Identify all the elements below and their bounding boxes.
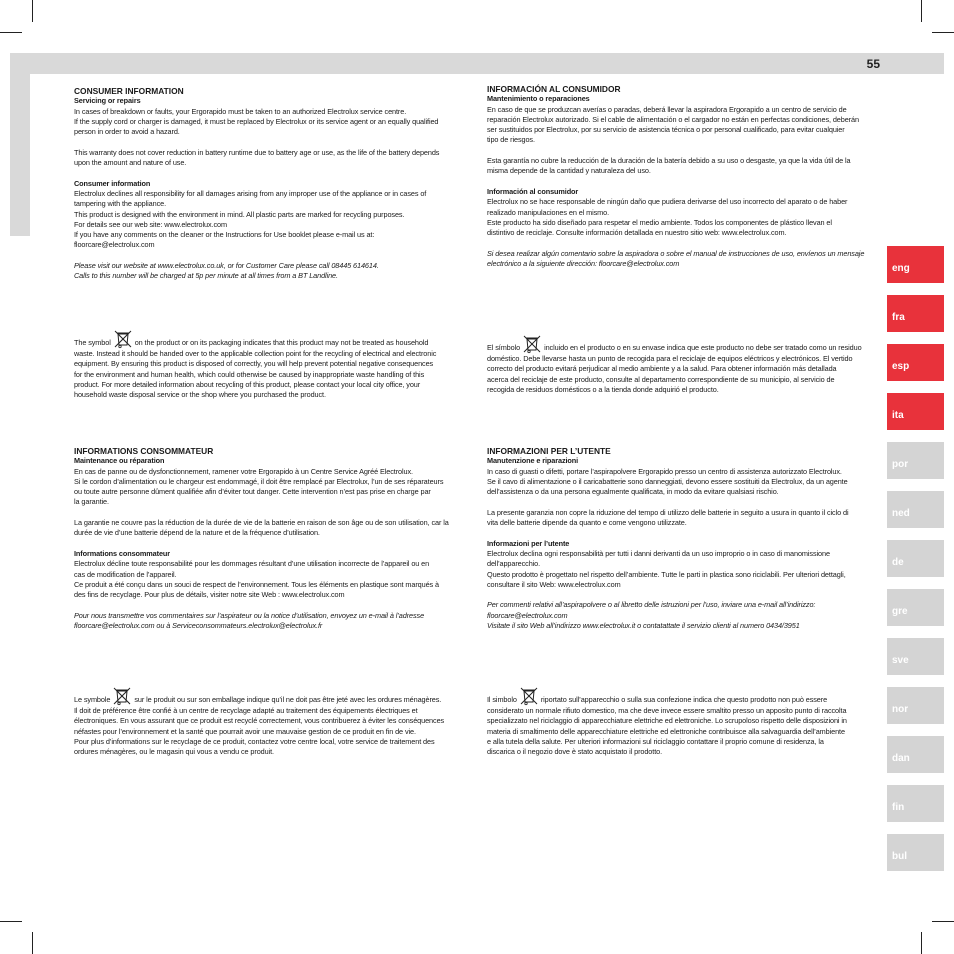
lang-tab-sve[interactable]: sve [887,638,944,675]
recycle-notice-fra [74,686,468,757]
text-line: Este producto ha sido diseñado para respetar el medio ambiente. Todos los componentes de plástico llevan el [487,217,832,227]
lang-tab-fra[interactable]: fra [887,295,944,332]
text-line: acerca del reciclaje de este producto, consulte al departamento correspondiente de su municipio, al servicio de [487,374,835,384]
subheading: Informations consommateur [74,548,171,558]
subheading: Información al consumidor [487,186,579,196]
text-line: Esta garantía no cubre la reducción de la duración de la batería debido a su uso o desgaste, ya que la vida útil de la [487,156,851,166]
subheading: Manutenzione e riparazioni [487,456,579,466]
crop-mark [32,0,33,22]
lang-tab-eng[interactable]: eng [887,246,944,283]
recycle-text: on the product or on its packaging indicates that this product may not be treated as household [134,338,429,347]
section-eng [74,86,468,282]
section-heading: INFORMATIONS CONSOMMATEUR [74,446,214,456]
text-line: discarica o il negozio dove è stato acquistato il prodotto. [487,747,663,757]
text-line: En caso de que se produzcan averías o paradas, deberá llevar la aspiradora Ergorapido a un centro de servicio de [487,104,847,114]
lang-tab-dan[interactable]: dan [887,736,944,773]
recycle-notice-eng [74,329,468,400]
text-line: for the environment and human health, which could otherwise be caused by inappropriate waste handling of this [74,369,425,379]
lang-tab-nor[interactable]: nor [887,687,944,724]
text-line: Please visit our website at www.electrolux.co.uk, or for Customer Care please call 08445 614614. [74,261,379,271]
crop-mark [0,32,22,33]
text-line: ordures ménagères, ou le magasin qui vous a vendu ce produit. [74,747,274,757]
section-heading: INFORMACIÓN AL CONSUMIDOR [487,84,621,94]
text-line: Electrolux décline toute responsabilité pour les dommages résultant d’une utilisation incorrecte de l’appareil ou en [74,559,430,569]
lang-tab-gre[interactable]: gre [887,589,944,626]
text-line: upon the amount and nature of use. [74,158,187,168]
text-line: Visitate il sito Web all’indirizzo www.electrolux.it o contatattate il servizio clienti al numero 0434/3951 [487,621,800,631]
text-line: If you have any comments on the cleaner or the Instructions for Use booklet please e-mail us at: [74,230,375,240]
text-line: floorcare@electrolux.com [487,610,568,620]
text-line: Calls to this number will be charged at 5p per minute at all times from a BT Landline. [74,271,338,281]
section-ita [487,446,881,631]
left-margin-bar [10,74,30,236]
text-line: Pour plus d’informations sur le recyclage de ce produit, contactez votre centre local, votre service de traitement des [74,736,435,746]
crossed-out-wheelie-bin-icon [522,334,542,354]
text-line: In caso di guasti o difetti, portare l’aspirapolvere Ergorapido presso un centro di assistenza autorizzato Electrolux. [487,466,842,476]
recycle-lead: The symbol [74,338,111,347]
crop-mark [921,0,922,22]
text-line: In cases of breakdown or faults, your Ergorapido must be taken to an authorized Electrolux service centre. [74,106,407,116]
crop-mark [0,921,22,922]
text-line: dell’apparecchio. [487,559,541,569]
text-line: misma depende de la cantidad y naturaleza del uso. [487,166,651,176]
lang-tab-de[interactable]: de [887,540,944,577]
recycle-notice-esp [487,334,881,395]
section-esp [487,84,881,269]
text-line: Si desea realizar algún comentario sobre la aspiradora o sobre el manual de instrucciones de uso, envíenos un mensaje [487,248,865,258]
lang-tab-fin[interactable]: fin [887,785,944,822]
crossed-out-wheelie-bin-icon [112,686,132,706]
text-line: Electrolux no se hace responsable de ningún daño que pudiera derivarse del uso incorrecto del aparato o de haber [487,197,848,207]
recycle-lead: Le symbole [74,695,111,704]
lang-tab-ita[interactable]: ita [887,393,944,430]
text-line: des fins de recyclage. Pour plus de détails, visiter notre site Web : www.electrolux.com [74,590,345,600]
lang-tab-esp[interactable]: esp [887,344,944,381]
lang-tab-bul[interactable]: bul [887,834,944,871]
text-line: Electrolux declina ogni responsabilità per tutti i danni derivanti da un uso improprio o in caso di manomissione [487,548,830,558]
section-fra [74,446,468,631]
text-line: e alla tutela della salute. Per ulteriori informazioni sul riciclaggio contattare il proprio comune di residenza, la [487,736,824,746]
section-heading: CONSUMER INFORMATION [74,86,184,96]
text-line: electrónico a la siguiente dirección: floorcare@electrolux.com [487,259,680,269]
text-line: floorcare@electrolux.com [74,240,155,250]
text-line: Ce produit a été conçu dans un souci de respect de l’environnement. Tous les éléments en plastique sont marqués à [74,579,439,589]
crop-mark [932,921,954,922]
text-line: person in order to avoid a hazard. [74,127,180,137]
text-line: ou toute autre personne dûment qualifiée afin d’éviter tout danger. Cette intervention n’est pas prise en charge par [74,487,431,497]
text-line: Questo prodotto è progettato nel rispetto dell’ambiente. Tutte le parti in plastica sono riciclabili. Per ulteriori dettagli, [487,569,846,579]
text-line: tampering with the appliance. [74,199,167,209]
text-line: correcto del producto evitará perjudicar al medio ambiente y a la salud. Para obtener información más detallada [487,364,837,374]
text-line: floorcare@electrolux.com ou à Serviceconsommateurs.electrolux@electrolux.fr [74,621,323,631]
text-line: électroniques. En vous assurant que ce produit est recyclé correctement, vous contribuerez à éviter les conséquences [74,716,445,726]
text-line: cas de modification de l’appareil. [74,569,177,579]
crop-mark [932,32,954,33]
text-line: vita delle batterie dipende da quanto e come vengono utilizzate. [487,518,687,528]
lang-tab-por[interactable]: por [887,442,944,479]
page-number: 55 [866,57,880,71]
text-line: La presente garanzia non copre la riduzione del tempo di utilizzo delle batterie in seguito a usura in quanto il ciclo di [487,507,849,517]
text-line: Per commenti relativi all’aspirapolvere o al libretto delle istruzioni per l’uso, inviare una e-mail all’indirizzo: [487,600,816,610]
text-line: consultare il sito Web: www.electrolux.com [487,579,621,589]
text-line: This product is designed with the environment in mind. All plastic parts are marked for recycling purposes. [74,209,405,219]
crossed-out-wheelie-bin-icon [519,686,539,706]
recycle-text: sur le produit ou sur son emballage indique qu’il ne doit pas être jeté avec les ordures ménagères. [134,695,442,704]
text-line: durée de vie d’une batterie dépend de la nature et de la fréquence d’utilisation. [74,528,320,538]
header-bar [10,53,944,74]
recycle-text: incluido en el producto o en su envase indica que este producto no debe ser tratado como un residuo [544,343,862,352]
text-line: distintivo de reciclaje. Consulte información detallada en nuestro sitio web: www.electrolux.com. [487,228,787,238]
text-line: tipo de riesgos. [487,135,535,145]
text-line: Pour nous transmettre vos commentaires sur l’aspirateur ou la notice d’utilisation, envoyez un e-mail à l’adresse [74,610,425,620]
text-line: Se il cavo di alimentazione o il caricabatterie sono danneggiati, devono essere sostituiti da Electrolux, da un agente [487,476,848,486]
subheading: Servicing or repairs [74,96,141,106]
text-line: For details see our web site: www.electrolux.com [74,219,227,229]
recycle-lead: Il simbolo [487,695,517,704]
text-line: la garantie. [74,497,109,507]
recycle-lead: El símbolo [487,343,521,352]
subheading: Informazioni per l’utente [487,538,570,548]
lang-tab-ned[interactable]: ned [887,491,944,528]
text-line: ser sustituidos por Electrolux, por su servicio de asistencia técnica o por personal cualificado, para evitar cualquier [487,125,845,135]
text-line: Il doit de préférence être confié à un centre de recyclage adapté au traitement des équipements électriques et [74,706,418,715]
text-line: materia di smaltimento delle apparecchiature elettriche ed elettroniche contribuisce alla salvaguardia dell’ambiente [487,726,845,736]
text-line: doméstico. Debe llevarse hasta un punto de recogida para el reciclaje de equipos eléctricos y electrónicos. El vertido [487,354,853,363]
text-line: reparación Electrolux autorizado. Si el cable de alimentación o el cargador no están en perfectas condiciones, deberán [487,114,859,124]
text-line: La garantie ne couvre pas la réduction de la durée de vie de la batterie en raison de son âge ou de son utilisation, car la [74,518,449,528]
text-line: specializzato nel riciclaggio di apparecchiature elettriche ed elettroniche. Lo scrupoloso rispetto delle disposizioni in [487,716,847,726]
recycle-notice-ita [487,686,881,757]
text-line: If the supply cord or charger is damaged, it must be replaced by Electrolux or its service agent or an equally qualified [74,116,439,126]
text-line: considerato un normale rifiuto domestico, ma che deve invece essere smaltito presso un apposito punto di raccolta [487,706,847,715]
text-line: dell’assistenza o da una persona egualmente qualificata, in modo da evitare qualsiasi rischio. [487,487,779,497]
text-line: Si le cordon d’alimentation ou le chargeur est endommagé, il doit être remplacé par Electrolux, l’un de ses réparateurs [74,476,444,486]
text-line: recogida de residuos domésticos o a la tienda donde adquirió el producto. [487,384,719,394]
text-line: household waste disposal service or the shop where you purchased the product. [74,390,326,400]
text-line: En cas de panne ou de dysfonctionnement, ramener votre Ergorapido à un Centre Service Agréé Electrolux. [74,466,413,476]
text-line: This warranty does not cover reduction in battery runtime due to battery age or use, as the life of the battery depends [74,147,440,157]
crop-mark [32,932,33,954]
subheading: Mantenimiento o reparaciones [487,94,590,104]
text-line: equipment. By ensuring this product is disposed of correctly, you will help prevent potential negative consequences [74,359,434,369]
text-line: realizado manipulaciones en el mismo. [487,207,610,217]
text-line: product. For more detailed information about recycling of this product, please contact your local city office, your [74,379,421,389]
crossed-out-wheelie-bin-icon [113,329,133,349]
recycle-text: riportato sull’apparecchio o sulla sua confezione indica che questo prodotto non può essere [540,695,828,704]
text-line: Electrolux declines all responsibility for all damages arising from any improper use of the appliance or in cases of [74,188,427,198]
crop-mark [921,932,922,954]
text-line: néfastes pour l’environnement et la santé que pourrait avoir une mauvaise gestion de ce produit en fin de vie. [74,726,416,736]
subheading: Consumer information [74,178,151,188]
text-line: waste. Instead it should be handed over to the applicable collection point for the recycling of electrical and electronic [74,349,437,358]
subheading: Maintenance ou réparation [74,456,165,466]
section-heading: INFORMAZIONI PER L’UTENTE [487,446,611,456]
